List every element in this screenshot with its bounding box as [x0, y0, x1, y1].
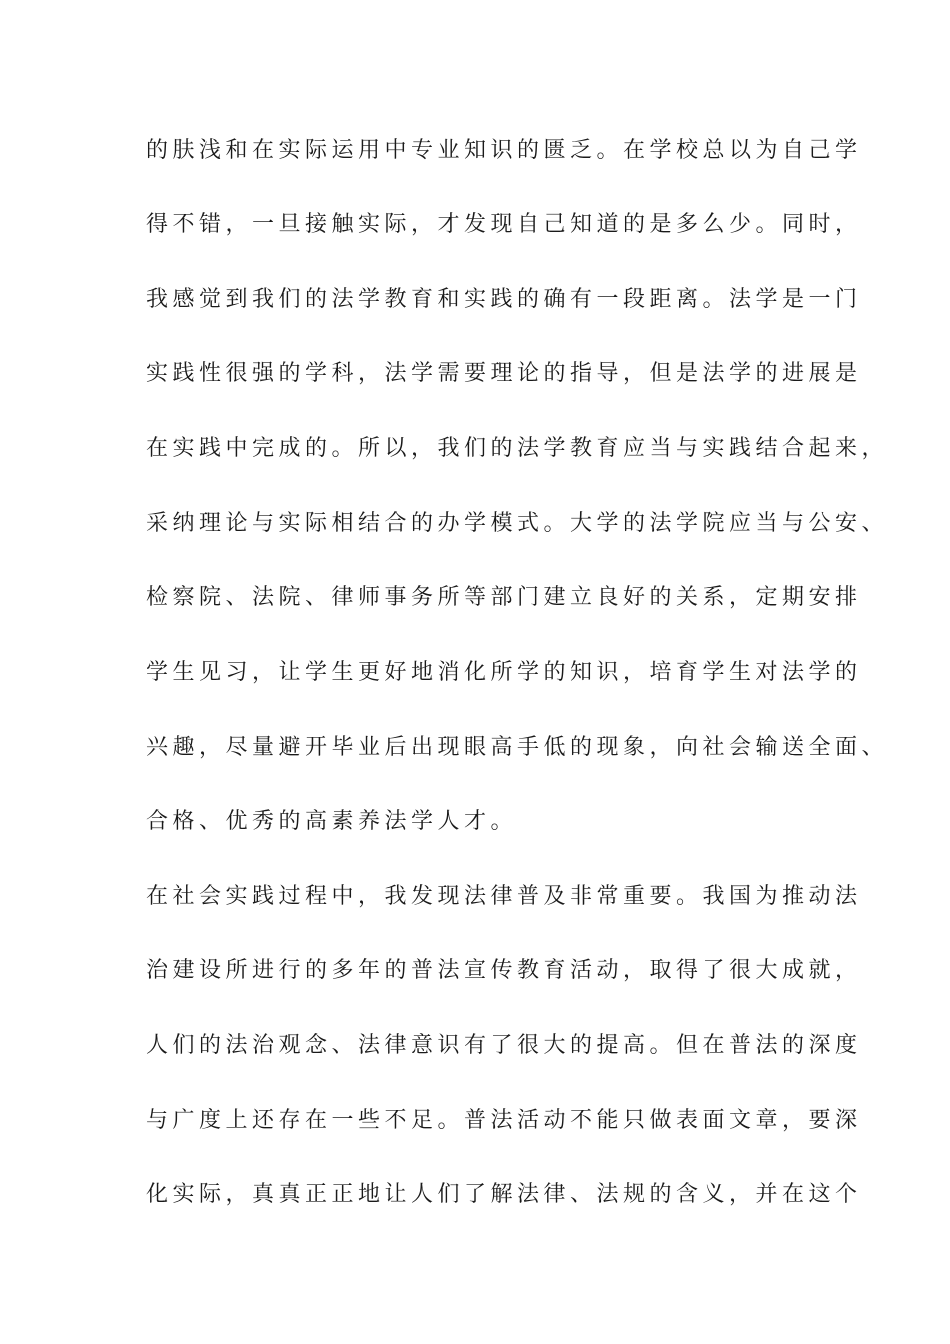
text-line: 兴趣，尽量避开毕业后出现眼高手低的现象，向社会输送全面、	[146, 735, 889, 760]
text-line: 在实践中完成的。所以，我们的法学教育应当与实践结合起来，	[146, 436, 889, 461]
text-line: 合格、优秀的高素养法学人才。	[146, 809, 518, 834]
text-line: 采纳理论与实际相结合的办学模式。大学的法学院应当与公安、	[146, 511, 889, 536]
text-line: 得不错，一旦接触实际，才发现自己知道的是多么少。同时，	[146, 212, 862, 237]
text-line: 人们的法治观念、法律意识有了很大的提高。但在普法的深度	[146, 1033, 862, 1058]
text-line: 我感觉到我们的法学教育和实践的确有一段距离。法学是一门	[146, 287, 862, 312]
text-line: 与广度上还存在一些不足。普法活动不能只做表面文章，要深	[146, 1108, 862, 1133]
text-line: 的肤浅和在实际运用中专业知识的匮乏。在学校总以为自己学	[146, 138, 862, 163]
text-line: 检察院、法院、律师事务所等部门建立良好的关系，定期安排	[146, 585, 862, 610]
text-line: 在社会实践过程中，我发现法律普及非常重要。我国为推动法	[146, 884, 862, 909]
text-line: 学生见习，让学生更好地消化所学的知识，培育学生对法学的	[146, 660, 862, 685]
text-line: 实践性很强的学科，法学需要理论的指导，但是法学的进展是	[146, 361, 862, 386]
text-line: 化实际，真真正正地让人们了解法律、法规的含义，并在这个	[146, 1182, 862, 1207]
text-line: 治建设所进行的多年的普法宣传教育活动，取得了很大成就，	[146, 958, 862, 983]
